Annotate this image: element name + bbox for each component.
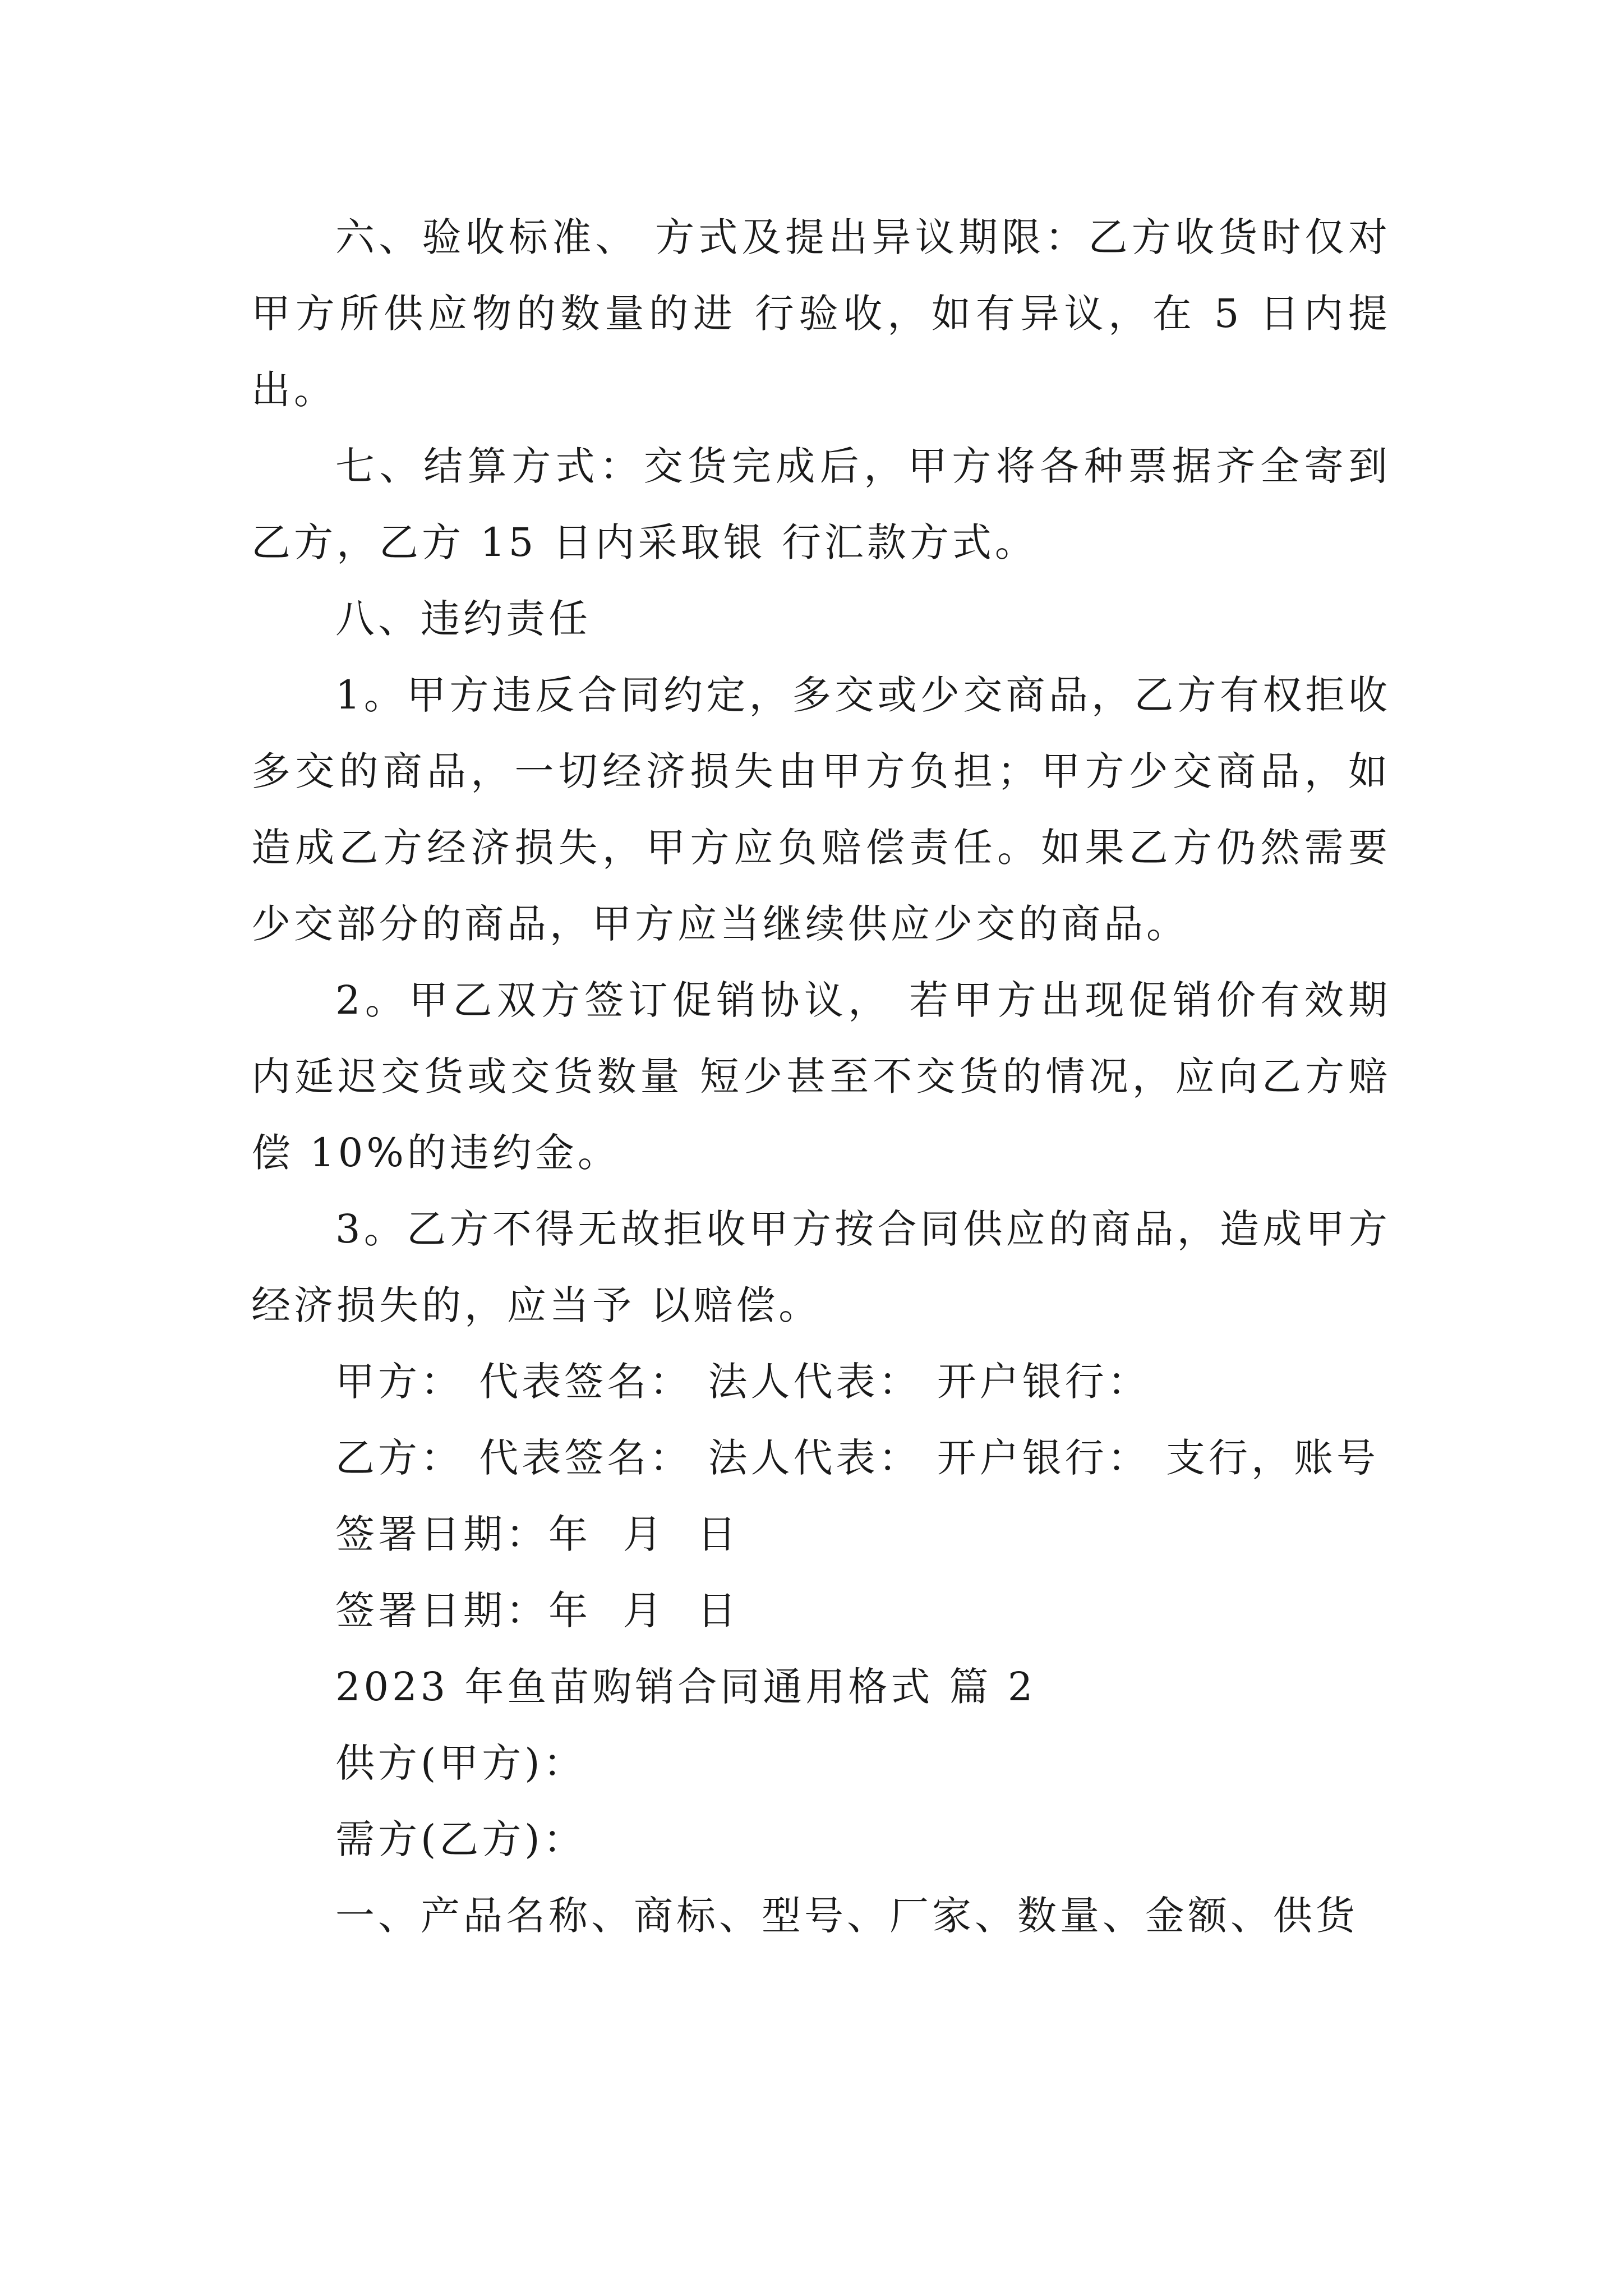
- breach-item-3: 3。乙方不得无故拒收甲方按合同供应的商品，造成甲方经济损失的，应当予 以赔偿。: [251, 1206, 1391, 1328]
- sign-date-1: 签署日期：年 月 日: [335, 1511, 740, 1557]
- clause-breach-heading: 八、违约责任: [335, 596, 591, 642]
- buyer-line: 需方(乙方)：: [335, 1816, 586, 1862]
- clause-acceptance-standard: 六、验收标准、 方式及提出异议期限：乙方收货时仅对甲方所供应物的数量的进 行验收，如有异议，在 5 日内提出。: [251, 214, 1391, 413]
- sign-date-2: 签署日期：年 月 日: [335, 1588, 740, 1634]
- contract-body: [251, 199, 1391, 1954]
- clause-product-info: 一、产品名称、商标、型号、厂家、数量、金额、供货: [335, 1893, 1358, 1939]
- signature-party-b: 乙方： 代表签名： 法人代表： 开户银行： 支行，账号: [335, 1435, 1380, 1481]
- breach-item-2: 2。甲乙双方签订促销协议， 若甲方出现促销价有效期内延迟交货或交货数量 短少甚至不交货的情况，应向乙方赔偿 10%的违约金。: [251, 977, 1391, 1176]
- section-title: 2023 年鱼苗购销合同通用格式 篇 2: [335, 1664, 1036, 1710]
- clause-settlement-method: 七、结算方式：交货完成后，甲方将各种票据齐全寄到乙方，乙方 15 日内采取银 行汇款方式。: [251, 443, 1391, 565]
- supplier-line: 供方(甲方)：: [335, 1740, 586, 1786]
- signature-party-a: 甲方： 代表签名： 法人代表： 开户银行：: [335, 1359, 1150, 1405]
- breach-item-1: 1。甲方违反合同约定，多交或少交商品，乙方有权拒收多交的商品，一切经济损失由甲方负担；甲方少交商品，如造成乙方经济损失，甲方应负赔偿责任。如果乙方仍然需要少交部分的商品，甲方应当继续供应少交的商品。: [251, 672, 1391, 947]
